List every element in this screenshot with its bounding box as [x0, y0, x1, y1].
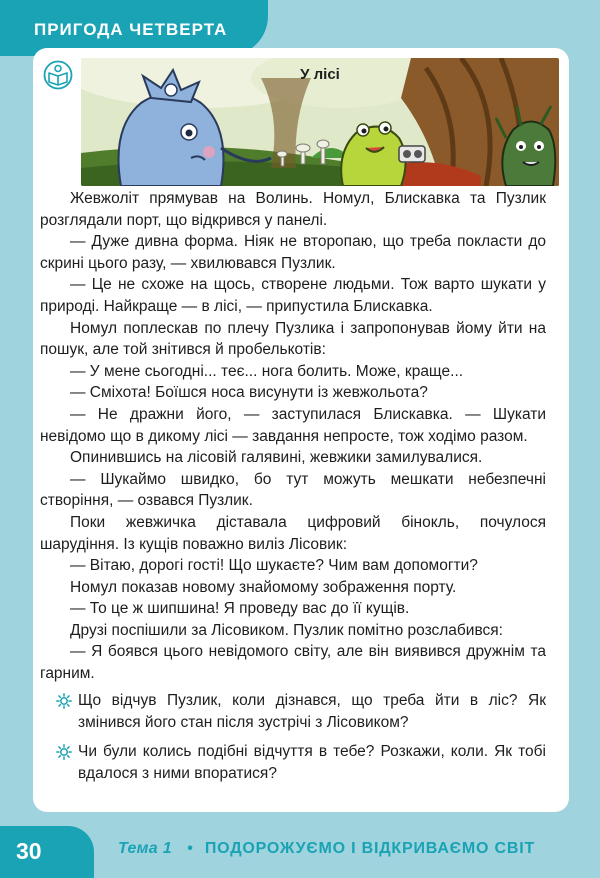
page-number-tab [0, 826, 94, 878]
story-text [40, 188, 546, 685]
illustration-title: У лісі [300, 66, 340, 83]
question-text: Чи були колись подібні відчуття в тебе? Розкажи, коли. Як тобі вдалося з ними впоратися? [78, 743, 546, 782]
forest-illustration [81, 58, 559, 186]
chapter-title: ПРИГОДА ЧЕТВЕРТА [34, 20, 228, 39]
story-paragraph: — Не дражни його, — заступилася Блискавка. — Шукати невідомо що в дикому лісі — завдання непросте, тож ходімо разом. [40, 405, 546, 445]
topic-separator: • [187, 840, 194, 857]
story-paragraph: Поки жевжичка діставала цифровий бінокль, почулося шарудіння. Із кущів поважно виліз Лісовик: [40, 513, 546, 553]
story-paragraph: Номул показав новому знайомому зображення порту. [70, 578, 457, 596]
reading-logo-icon [43, 60, 73, 90]
story-paragraph: — Це не схоже на щось, створене людьми. Тож варто шукати у природі. Найкраще — в лісі, — припустила Блискавка. [40, 276, 546, 315]
footer-topic [118, 840, 535, 858]
story-paragraph: Опинившись на лісовій галявині, жевжики замилувалися. [70, 449, 483, 467]
topic-title: ПОДОРОЖУЄМО І ВІДКРИВАЄМО СВІТ [204, 840, 536, 857]
question-text: Що відчув Пузлик, коли дізнався, що треба йти в ліс? Як змінився його стан після зустрічі з Лісовиком? [78, 692, 546, 731]
story-paragraph: — Шукаймо швидко, бо тут можуть мешкати небезпечні створіння, — озвався Пузлик. [40, 470, 546, 510]
question-item [56, 690, 546, 734]
sun-icon [56, 693, 72, 709]
page-number: 30 [16, 838, 42, 864]
story-paragraph: — Дуже дивна форма. Ніяк не второпаю, що треба покласти до скрині цього разу, — хвилювався Пузлик. [40, 233, 546, 272]
story-paragraph: — У мене сьогодні... теє... нога болить. Може, краще... [70, 362, 464, 380]
questions-list [56, 690, 546, 792]
sun-icon [56, 744, 72, 760]
topic-label: Тема 1 [118, 840, 172, 857]
story-paragraph: Друзі поспішили за Лісовиком. Пузлик помітно розслабився: [70, 621, 503, 639]
story-paragraph: — Вітаю, дорогі гості! Що шукаєте? Чим вам допомогти? [70, 557, 478, 575]
question-item [56, 741, 546, 785]
story-paragraph: — То це ж шипшина! Я проведу вас до її кущів. [70, 600, 410, 618]
story-paragraph: — Я боявся цього невідомого світу, але він виявився дружнім та гарним. [40, 643, 546, 683]
story-paragraph: — Сміхота! Боїшся носа висунути із жевжольота? [70, 384, 428, 402]
story-paragraph: Номул поплескав по плечу Пузлика і запропонував йому йти на пошук, але той знітився й пробелькотів: [40, 319, 546, 359]
story-paragraph: Жевжоліт прямував на Волинь. Номул, Блискавка та Пузлик розглядали порт, що відкрився у панелі. [40, 190, 546, 229]
